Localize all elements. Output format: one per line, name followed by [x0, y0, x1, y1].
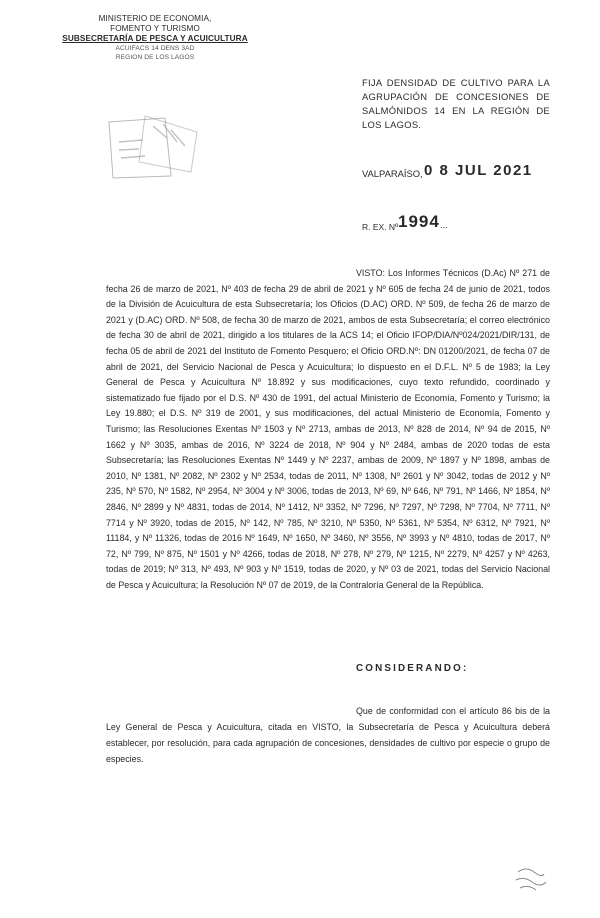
resolution-number: 1994: [398, 212, 440, 231]
place-label: VALPARAÍSO,: [362, 168, 423, 179]
resolution-date: 0 8 JUL 2021: [424, 162, 533, 179]
letterhead: [60, 14, 250, 62]
resolution-subject: FIJA DENSIDAD DE CULTIVO PARA LA AGRUPACIÓN DE CONCESIONES DE SALMÓNIDOS 14 EN LA REGIÓN DE LOS LAGOS.: [362, 77, 550, 130]
visto-text: VISTO: Los Informes Técnicos (D.Ac) Nº 271 de fecha 26 de marzo de 2021, Nº 403 de fecha 29 de abril de 2021 y Nº 605 de fecha 24 de junio de 2021, todos de la División de Acuicultura de esta Subsecretaría; los Oficios (D.AC) ORD. Nº 509, de fecha 26 de marzo de 2021 y (D.AC) ORD. Nº 508, de fecha 30 de marzo de 2021, ambos de esta Subsecretaría; el correo electrónico de fecha 30 de abril de 2021, dirigido a los titulares de la ACS 14; el Oficio IFOP/DIA/Nº024/2021/DIR/131, de fecha 05 de abril de 2021 del Instituto de Fomento Pesquero; el Oficio ORD.Nº: DN 01200/2021, de fecha 07 de abril de 2021, del Servicio Nacional de Pesca y Acuicultura; lo dispuesto en el D.F.L. Nº 5 de 1983; la Ley General de Pesca y Acuicultura Nº 18.892 y sus modificaciones, cuyo texto refundido, coordinado y sistematizado fue fijado por el D.S. Nº 430 de 1991, del actual Ministerio de Economía, Fomento y Turismo; la Ley 19.880; el D.S. Nº 319 de 2001, y sus modificaciones, del actual Ministerio de Economía, Fomento y Turismo; las Resoluciones Exentas Nº 1503 y Nº 2713, ambas de 2013, Nº 828 de 2014, Nº 94 de 2015, Nº 1662 y Nº 3035, ambas de 2016, Nº 3224 de 2018, Nº 904 y Nº 2484, ambas de 2020 todas de esta Subsecretaría; las Resoluciones Exentas Nº 1449 y Nº 2237, ambas de 2009, Nº 1897 y Nº 1898, ambas de 2010, Nº 1381, Nº 2082, Nº 2302 y Nº 2534, todas de 2011, Nº 1308, Nº 2601 y Nº 3042, todas de 2012 y Nº 235, Nº 570, Nº 1582, Nº 2954, Nº 3004 y Nº 3006, todas de 2013, Nº 69, Nº 646, Nº 791, Nº 1466, Nº 1854, Nº 2846, Nº 2899 y Nº 4831, todas de 2014, Nº 1412, Nº 3352, Nº 7296, Nº 7297, Nº 7298, Nº 7704, Nº 7711, Nº 7714 y Nº 3920, todas de 2015, Nº 142, Nº 785, Nº 3210, Nº 5350, Nº 5361, Nº 5354, Nº 6312, Nº 7921, Nº 11184, y Nº 11326, todas de 2016 Nº 1649, Nº 1650, Nº 3460, Nº 3556, Nº 3993 y Nº 4810, todas de 2017, Nº 72, Nº 799, Nº 875, Nº 1501 y Nº 4266, todas de 2018, Nº 278, Nº 279, Nº 1215, Nº 2279, Nº 4257 y Nº 4263, todas de 2019; Nº 313, Nº 493, Nº 903 y Nº 1519, todas de 2020, y Nº 03 de 2021, todas del Servicio Nacional de Pesca y Acuicultura; la Resolución Nº 07 de 2019, de la Contraloría General de la República.: [106, 268, 550, 590]
visto-section: [106, 266, 550, 593]
ministry-line-2: FOMENTO Y TURISMO: [110, 24, 200, 33]
ministry-line: MINISTERIO DE ECONOMIA,: [98, 14, 212, 23]
initials-mark: [512, 864, 548, 894]
considerando-text: Que de conformidad con el artículo 86 bis de la Ley General de Pesca y Acuicultura, citada en VISTO, la Subsecretaría de Pesca y Acuicultura deberá establecer, por resolución, para cada agrupación de concesiones, densidades de cultivo por especie o grupo de especies.: [106, 706, 550, 764]
official-stamp: [105, 112, 201, 182]
file-code: ACUIFACS 14 DENS 3AD: [115, 45, 195, 52]
resolution-label: R. EX. Nº: [362, 222, 399, 232]
subsecretaria-line: SUBSECRETARÍA DE PESCA Y ACUICULTURA: [62, 34, 248, 43]
considerando-paragraph: [106, 703, 550, 767]
region-line: REGION DE LOS LAGOS: [115, 54, 195, 61]
resolution-dots: ...: [440, 220, 448, 230]
considerando-heading: CONSIDERANDO:: [356, 663, 469, 674]
